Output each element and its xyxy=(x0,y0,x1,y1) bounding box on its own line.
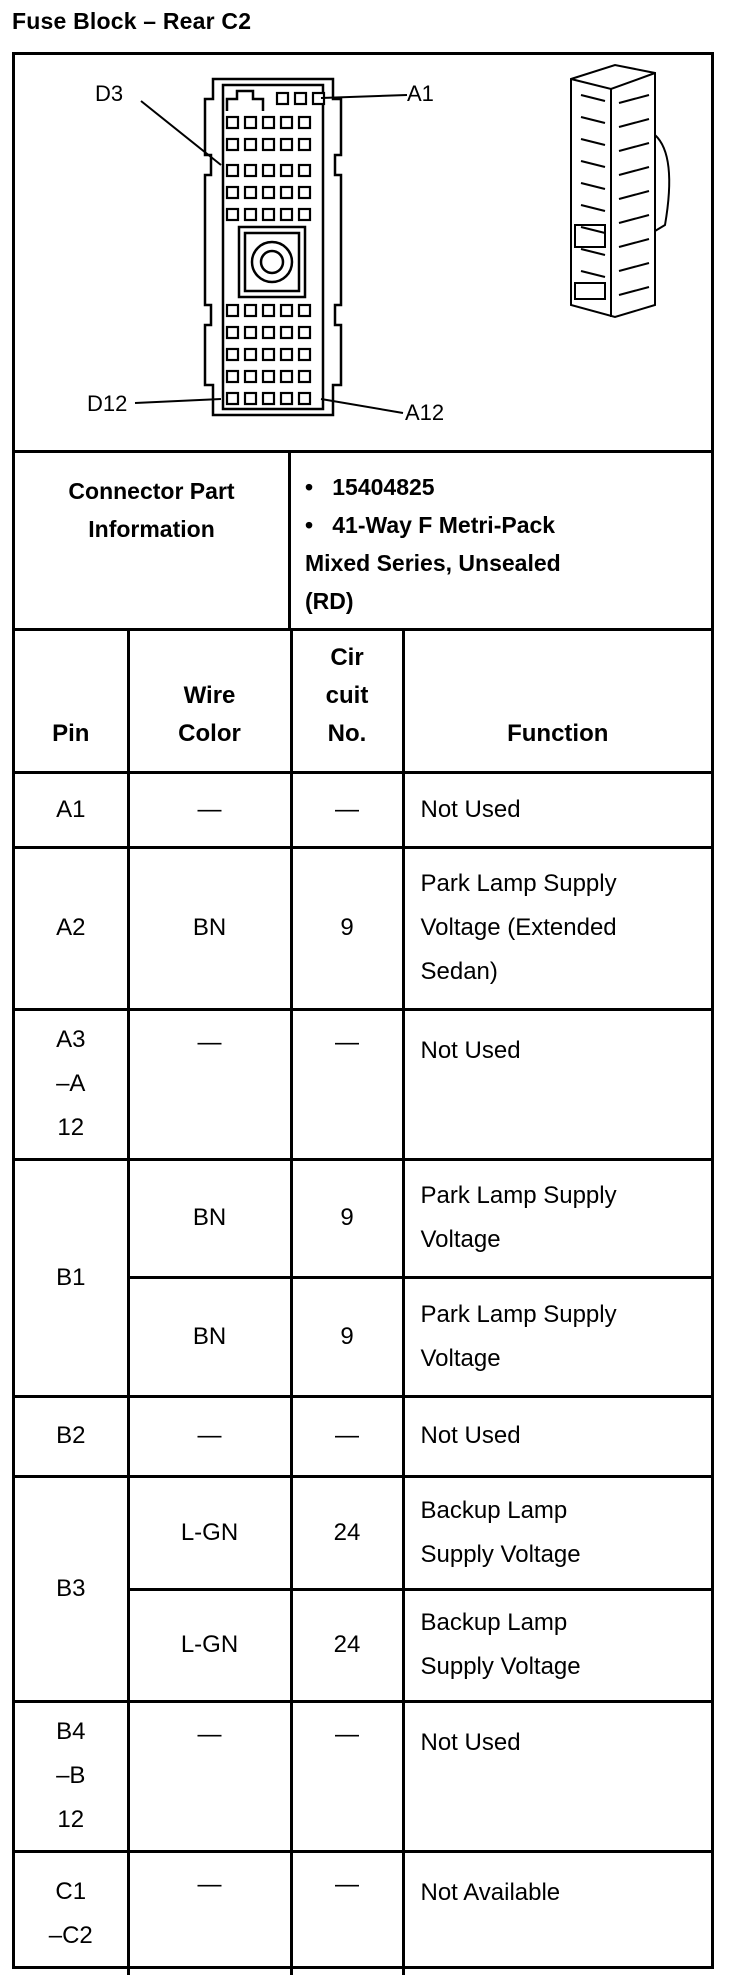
connector-info-heading: Connector Part Information xyxy=(15,450,291,628)
table-row: C1 –C2 — — Not Available xyxy=(15,1851,711,1975)
part-number: • 15404825 xyxy=(305,474,435,500)
pin-label-d3: D3 xyxy=(95,81,124,106)
connector-diagram xyxy=(15,55,711,453)
table-row: A3 –A 12 — — Not Used xyxy=(15,1009,711,1159)
connector-table-frame xyxy=(12,52,714,1969)
table-row: B4 –B 12 — — Not Used xyxy=(15,1701,711,1851)
header-function: Function xyxy=(403,628,711,772)
table-row: B1 BN 9 Park Lamp Supply Voltage xyxy=(15,1159,711,1277)
table-row: L-GN 24 Backup Lamp Supply Voltage xyxy=(15,1589,711,1701)
connector-side-view-icon xyxy=(571,65,669,317)
table-row: A1 — — Not Used xyxy=(15,772,711,847)
pin-table xyxy=(15,628,711,1975)
table-row: A2 BN 9 Park Lamp Supply Voltage (Extended Sedan) xyxy=(15,847,711,1009)
table-row: B2 — — Not Used xyxy=(15,1396,711,1476)
connector-part-info xyxy=(15,450,711,631)
header-pin: Pin xyxy=(15,628,128,772)
table-row: B3 L-GN 24 Backup Lamp Supply Voltage xyxy=(15,1476,711,1589)
pin-label-a12: A12 xyxy=(405,400,445,425)
connector-info-details: • 15404825 • 41-Way F Metri-Pack Mixed Series, Unsealed (RD) xyxy=(305,468,561,620)
pin-label-d12: D12 xyxy=(87,391,128,416)
header-wire-color: Wire Color xyxy=(128,628,291,772)
header-circuit-no: Cir cuit No. xyxy=(291,628,403,772)
table-row: BN 9 Park Lamp Supply Voltage xyxy=(15,1277,711,1396)
page-title: Fuse Block – Rear C2 xyxy=(12,8,252,34)
table-header-row xyxy=(15,628,711,772)
pin-label-a1: A1 xyxy=(407,81,434,106)
connector-description: • 41-Way F Metri-Pack xyxy=(305,512,556,538)
